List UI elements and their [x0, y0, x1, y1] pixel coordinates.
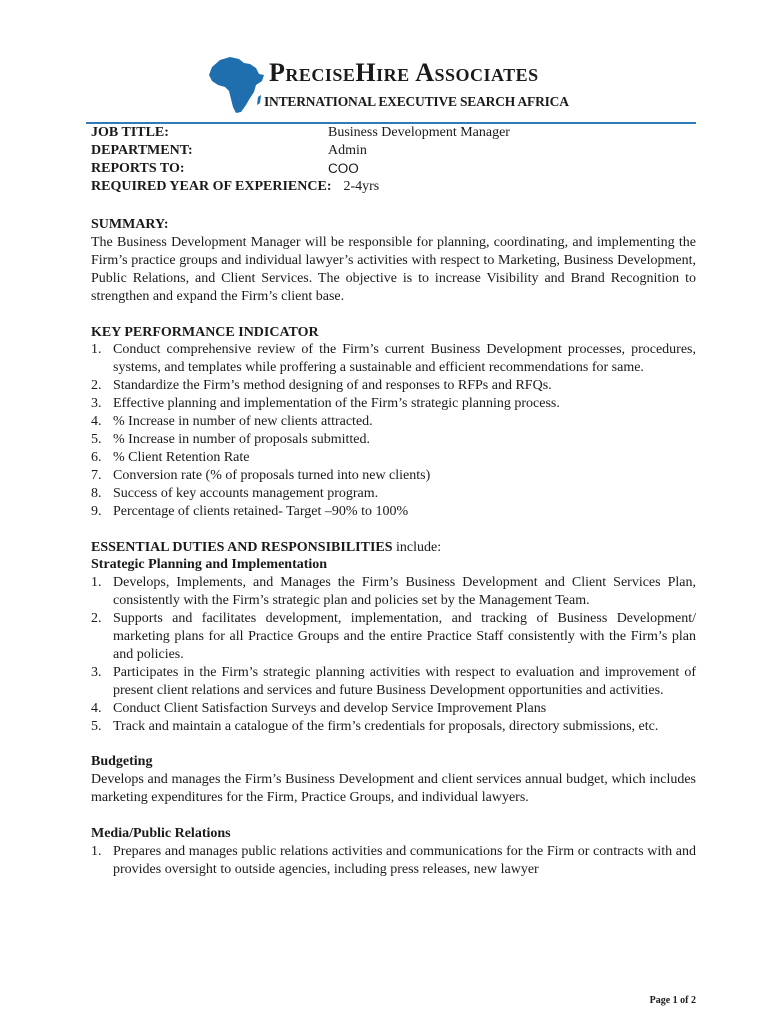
kpi-section	[91, 324, 696, 521]
list-text: % Increase in number of new clients attracted.	[113, 414, 373, 430]
list-text: Participates in the Firm’s strategic planning activities with respect to evaluation and improvement of present client relations and services and future Business Development opportunities and activities.	[113, 664, 696, 698]
list-number: 8.	[91, 485, 102, 501]
strategic-list	[91, 574, 696, 735]
list-number: 2.	[91, 378, 102, 394]
list-text: Conversion rate (% of proposals turned into new clients)	[113, 467, 431, 483]
summary-text: The Business Development Manager will be responsible for planning, coordinating, and implementing the Firm’s practice groups and individual lawyer’s activities with respect to Marketing, Business Development, Public Relations, and Client Services. The objective is to increase Visibility and Brand Recognition to strengthen and expand the Firm’s client base.	[91, 234, 696, 304]
list-text: Standardize the Firm’s method designing of and responses to RFPs and RFQs.	[113, 378, 552, 394]
duties-heading: ESSENTIAL DUTIES AND RESPONSIBILITIES	[91, 539, 393, 555]
strategic-item	[91, 718, 696, 736]
document-body	[91, 216, 696, 897]
reports-to-label: REPORTS TO:	[91, 161, 185, 176]
list-number: 1.	[91, 575, 102, 591]
list-number: 4.	[91, 414, 102, 430]
list-number: 3.	[91, 664, 102, 680]
kpi-heading: KEY PERFORMANCE INDICATOR	[91, 324, 319, 340]
list-number: 5.	[91, 718, 102, 734]
strategic-item	[91, 574, 696, 610]
duties-heading-suffix: include:	[392, 539, 442, 555]
list-text: % Client Retention Rate	[113, 449, 250, 465]
job-title-row	[91, 124, 701, 142]
department-value: Admin	[328, 143, 367, 158]
summary-section	[91, 216, 696, 306]
list-number: 7.	[91, 467, 102, 483]
summary-heading: SUMMARY:	[91, 217, 169, 232]
kpi-item	[91, 503, 696, 521]
kpi-item	[91, 467, 696, 485]
list-number: 1.	[91, 844, 102, 860]
media-heading: Media/Public Relations	[91, 826, 231, 842]
list-text: Supports and facilitates development, implementation, and tracking of Business Development/ marketing plans for all Practice Groups and the entire Practice Staff consistently with the Firm’s plan and policies.	[113, 611, 696, 662]
kpi-item	[91, 377, 696, 395]
department-row	[91, 142, 701, 160]
experience-label: REQUIRED YEAR OF EXPERIENCE:	[91, 179, 332, 194]
list-text: Success of key accounts management program.	[113, 485, 379, 501]
list-number: 2.	[91, 611, 102, 627]
media-section	[91, 825, 696, 879]
department-label: DEPARTMENT:	[91, 143, 193, 158]
list-text: Develops, Implements, and Manages the Firm’s Business Development and Client Services Plan, consistently with the Firm’s strategic plan and policies set by the Management Team.	[113, 575, 696, 609]
kpi-list	[91, 341, 696, 520]
kpi-item	[91, 485, 696, 503]
list-text: Prepares and manages public relations activities and communications for the Firm or contracts with and provides oversight to outside agencies, including press releases, new lawyer	[113, 844, 696, 877]
kpi-item	[91, 395, 696, 413]
duties-section	[91, 539, 696, 736]
duties-heading-line	[91, 539, 696, 557]
strategic-heading: Strategic Planning and Implementation	[91, 557, 328, 573]
media-list	[91, 843, 696, 879]
list-number: 9.	[91, 503, 102, 519]
list-text: Conduct comprehensive review of the Firm’s current Business Development processes, procedures, systems, and templates while proffering a sustainable and efficient recommendations for same.	[113, 342, 696, 376]
strategic-item	[91, 610, 696, 664]
list-text: Percentage of clients retained- Target –90% to 100%	[113, 503, 409, 519]
list-number: 4.	[91, 700, 102, 716]
africa-map-icon	[206, 54, 268, 116]
kpi-item	[91, 431, 696, 449]
list-number: 6.	[91, 449, 102, 465]
list-text: Effective planning and implementation of the Firm’s strategic planning process.	[113, 396, 560, 412]
kpi-item	[91, 449, 696, 467]
list-number: 3.	[91, 396, 102, 412]
experience-row	[91, 178, 701, 196]
list-text: % Increase in number of proposals submitted.	[113, 431, 370, 447]
list-number: 1.	[91, 342, 102, 358]
job-info	[91, 124, 701, 196]
list-number: 5.	[91, 431, 102, 447]
list-text: Track and maintain a catalogue of the firm’s credentials for proposals, directory submissions, etc.	[113, 718, 659, 734]
job-title-value: Business Development Manager	[328, 125, 510, 140]
reports-to-row	[91, 160, 701, 178]
job-title-label: JOB TITLE:	[91, 125, 169, 140]
list-text: Conduct Client Satisfaction Surveys and develop Service Improvement Plans	[113, 700, 547, 716]
media-item	[91, 843, 696, 879]
kpi-item	[91, 341, 696, 377]
budgeting-heading: Budgeting	[91, 754, 153, 770]
reports-to-value: COO	[328, 161, 359, 176]
budgeting-text: Develops and manages the Firm’s Business Development and client services annual budget, which includes marketing expenditures for the Firm, Practice Groups, and individual lawyers.	[91, 772, 696, 806]
brand-tagline: INTERNATIONAL EXECUTIVE SEARCH AFRICA	[264, 94, 569, 109]
strategic-item	[91, 700, 696, 718]
brand-name: PreciseHire Associates	[269, 58, 539, 87]
kpi-item	[91, 413, 696, 431]
page-number: Page 1 of 2	[649, 995, 696, 1006]
strategic-item	[91, 664, 696, 700]
experience-value: 2-4yrs	[343, 179, 380, 194]
budgeting-section	[91, 753, 696, 807]
